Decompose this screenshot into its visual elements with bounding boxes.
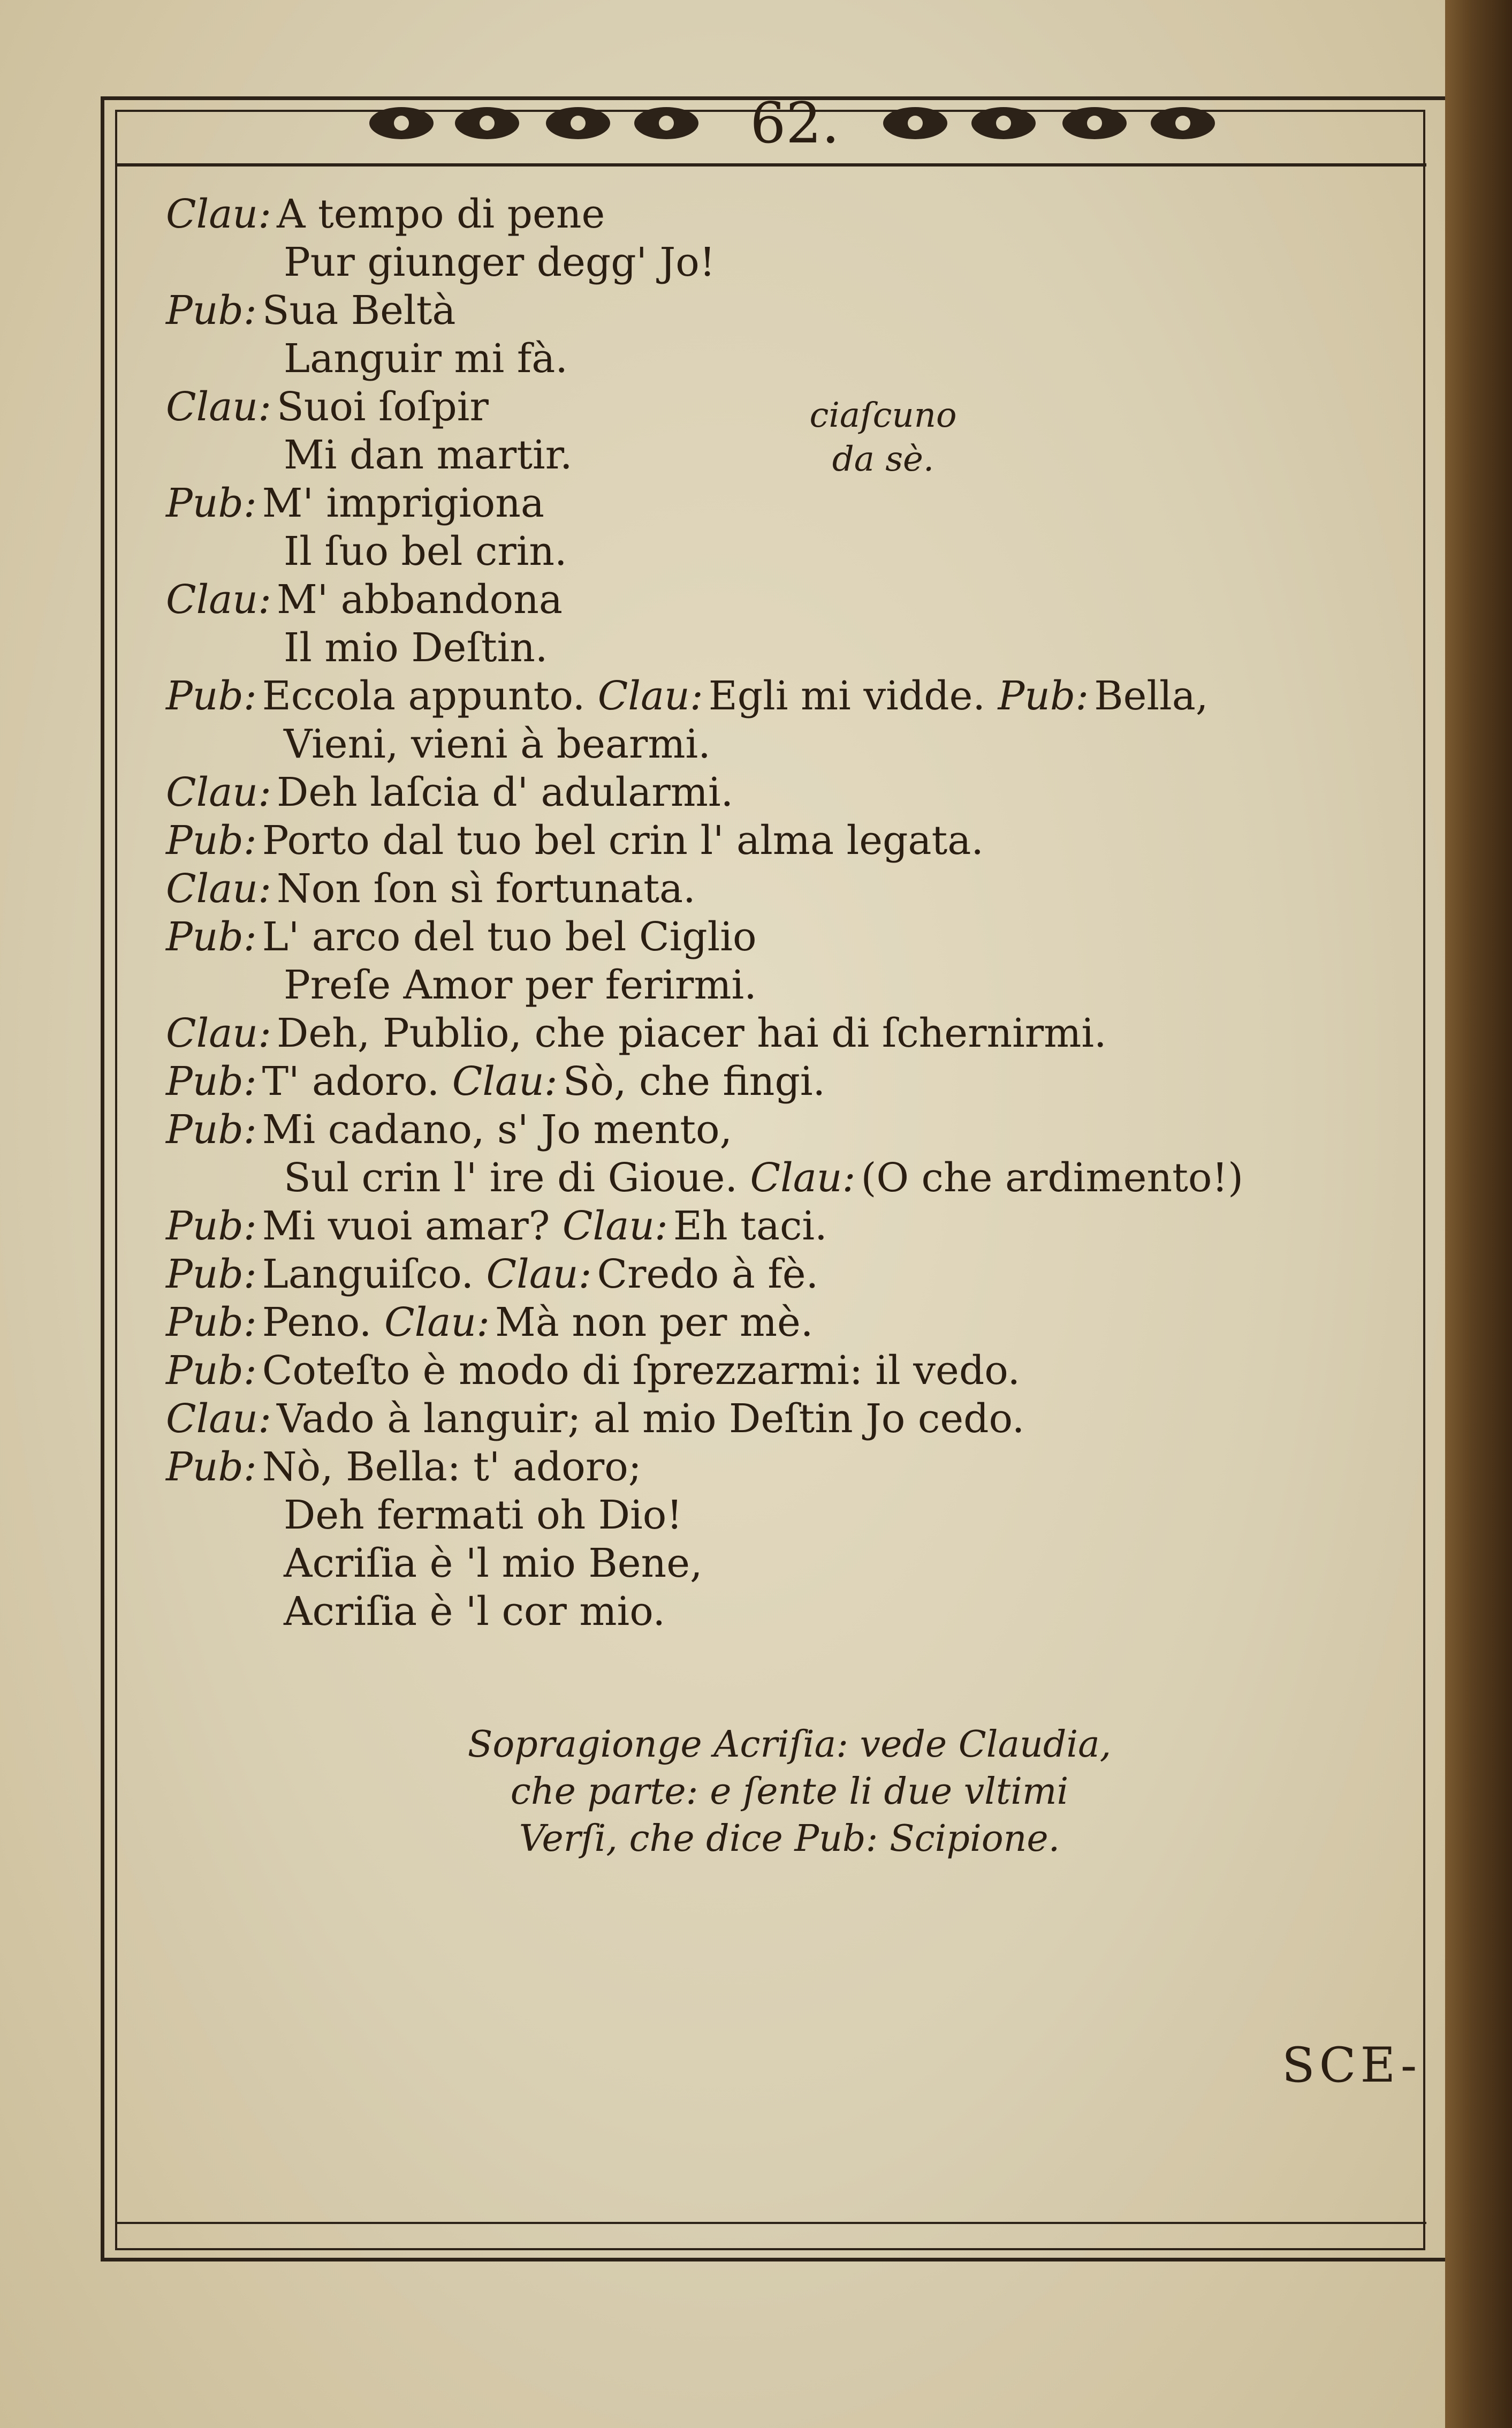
speaker-label: Pub: <box>166 288 257 334</box>
speaker-label: Pub: <box>166 1444 257 1490</box>
stage-direction-line: Sopragionge Acriſia: vede Claudia, <box>467 1723 1112 1766</box>
dialogue-text <box>166 190 1370 1636</box>
speaker-label: Pub: <box>166 914 257 960</box>
verse-text: Coteſto è modo di ſprezzarmi: il vedo. <box>262 1348 1020 1394</box>
verse-text: Egli mi vidde. <box>708 673 985 719</box>
speaker-label: Clau: <box>750 1155 856 1201</box>
fleuron-ornament-icon <box>364 96 706 150</box>
dialogue-line <box>166 1395 1370 1443</box>
dialogue-line <box>166 1298 1370 1347</box>
dialogue-line <box>166 190 1370 238</box>
verse-text: Sul crin l' ire di Gioue. <box>284 1155 738 1201</box>
speaker-label: Pub: <box>166 1058 257 1105</box>
catchword: SCE- <box>1282 2037 1422 2093</box>
dialogue-line <box>166 431 1370 479</box>
verse-text: Languiſco. <box>262 1251 474 1297</box>
dialogue-line <box>166 961 1370 1009</box>
dialogue-line <box>166 1443 1370 1491</box>
speaker-label: Clau: <box>166 191 271 237</box>
page-number: 62. <box>750 90 840 156</box>
verse-text: T' adoro. <box>262 1058 440 1105</box>
header-rule <box>115 163 1426 167</box>
dialogue-line <box>166 865 1370 913</box>
stage-direction <box>428 1721 1151 1863</box>
speaker-label: Clau: <box>384 1299 490 1345</box>
speaker-label: Pub: <box>166 1203 257 1249</box>
speaker-label: Clau: <box>452 1058 558 1105</box>
speaker-label: Pub: <box>166 818 257 864</box>
speaker-label: Clau: <box>486 1251 592 1297</box>
speaker-label: Pub: <box>166 1348 257 1394</box>
verse-text: Suoi ſoſpir <box>277 384 489 430</box>
dialogue-line <box>166 816 1370 865</box>
verse-text: Deh fermati oh Dio! <box>284 1492 683 1538</box>
verse-text: (O che ardimento!) <box>861 1155 1244 1201</box>
bottom-rule <box>115 2222 1426 2224</box>
dialogue-line <box>166 913 1370 961</box>
dialogue-line <box>166 720 1370 768</box>
dialogue-line <box>166 1347 1370 1395</box>
verse-text: Acriſia è 'l cor mio. <box>284 1589 665 1635</box>
verse-text: Il ſuo bel crin. <box>284 528 567 574</box>
dialogue-line <box>166 1250 1370 1298</box>
dialogue-line <box>166 1009 1370 1057</box>
stage-direction-line: Verſi, che dice Pub: Scipione. <box>519 1818 1060 1860</box>
dialogue-line <box>166 335 1370 383</box>
speaker-label: Clau: <box>597 673 703 719</box>
speaker-label: Pub: <box>998 673 1089 719</box>
verse-text: Mi dan martir. <box>284 432 573 478</box>
speaker-label: Clau: <box>166 1010 271 1056</box>
dialogue-line <box>166 672 1370 720</box>
verse-text: Eh taci. <box>673 1203 827 1249</box>
verse-text: Languir mi fà. <box>284 336 568 382</box>
verse-text: Porto dal tuo bel crin l' alma legata. <box>262 818 984 864</box>
verse-text: L' arco del tuo bel Ciglio <box>262 914 757 960</box>
stage-direction-line: che parte: e ſente li due vltimi <box>510 1771 1069 1813</box>
speaker-label: Clau: <box>562 1203 668 1249</box>
dialogue-line <box>166 479 1370 527</box>
verse-text: Sua Beltà <box>262 288 456 334</box>
speaker-label: Pub: <box>166 673 257 719</box>
dialogue-line <box>166 1202 1370 1250</box>
dialogue-line <box>166 1539 1370 1587</box>
speaker-label: Pub: <box>166 1299 257 1345</box>
verse-text: Acriſia è 'l mio Bene, <box>284 1540 703 1586</box>
aside-note <box>803 394 963 481</box>
dialogue-line <box>166 527 1370 576</box>
fleuron-ornament-icon <box>872 96 1226 150</box>
dialogue-line <box>166 1057 1370 1106</box>
verse-text: Mà non per mè. <box>495 1299 814 1345</box>
speaker-label: Pub: <box>166 1107 257 1153</box>
speaker-label: Clau: <box>166 577 271 623</box>
verse-text: Credo à fè. <box>597 1251 819 1297</box>
aside-line: da sè. <box>832 440 934 479</box>
dialogue-line <box>166 1491 1370 1539</box>
dialogue-line <box>166 576 1370 624</box>
verse-text: Il mio Deſtin. <box>284 625 548 671</box>
dialogue-line <box>166 238 1370 286</box>
verse-text: Bella, <box>1094 673 1209 719</box>
verse-text: M' imprigiona <box>262 480 545 526</box>
verse-text: Preſe Amor per ferirmi. <box>284 962 757 1008</box>
verse-text: Deh, Publio, che piacer hai di ſchernirmi. <box>277 1010 1107 1056</box>
dialogue-line <box>166 768 1370 816</box>
verse-text: Mi vuoi amar? <box>262 1203 550 1249</box>
speaker-label: Pub: <box>166 1251 257 1297</box>
verse-text: Deh laſcia d' adularmi. <box>277 769 734 815</box>
speaker-label: Clau: <box>166 866 271 912</box>
dialogue-line <box>166 1587 1370 1636</box>
dialogue-line <box>166 624 1370 672</box>
speaker-label: Clau: <box>166 769 271 815</box>
verse-text: Peno. <box>262 1299 372 1345</box>
dialogue-line <box>166 286 1370 335</box>
verse-text: Eccola appunto. <box>262 673 586 719</box>
dialogue-line <box>166 1106 1370 1154</box>
speaker-label: Clau: <box>166 1396 271 1442</box>
speaker-label: Clau: <box>166 384 271 430</box>
verse-text: Nò, Bella: t' adoro; <box>262 1444 642 1490</box>
verse-text: Vado à languir; al mio Deſtin Jo cedo. <box>277 1396 1025 1442</box>
verse-text: Sò, che fingi. <box>563 1058 826 1105</box>
dialogue-line <box>166 1154 1370 1202</box>
speaker-label: Pub: <box>166 480 257 526</box>
aside-line: ciaſcuno <box>809 396 957 435</box>
book-binding <box>1445 0 1512 2428</box>
verse-text: M' abbandona <box>277 577 563 623</box>
verse-text: Mi cadano, s' Jo mento, <box>262 1107 733 1153</box>
dialogue-line <box>166 383 1370 431</box>
verse-text: Pur giunger degg' Jo! <box>284 239 716 285</box>
verse-text: Vieni, vieni à bearmi. <box>284 721 711 767</box>
verse-text: Non ſon sì fortunata. <box>277 866 696 912</box>
verse-text: A tempo di pene <box>277 191 605 237</box>
